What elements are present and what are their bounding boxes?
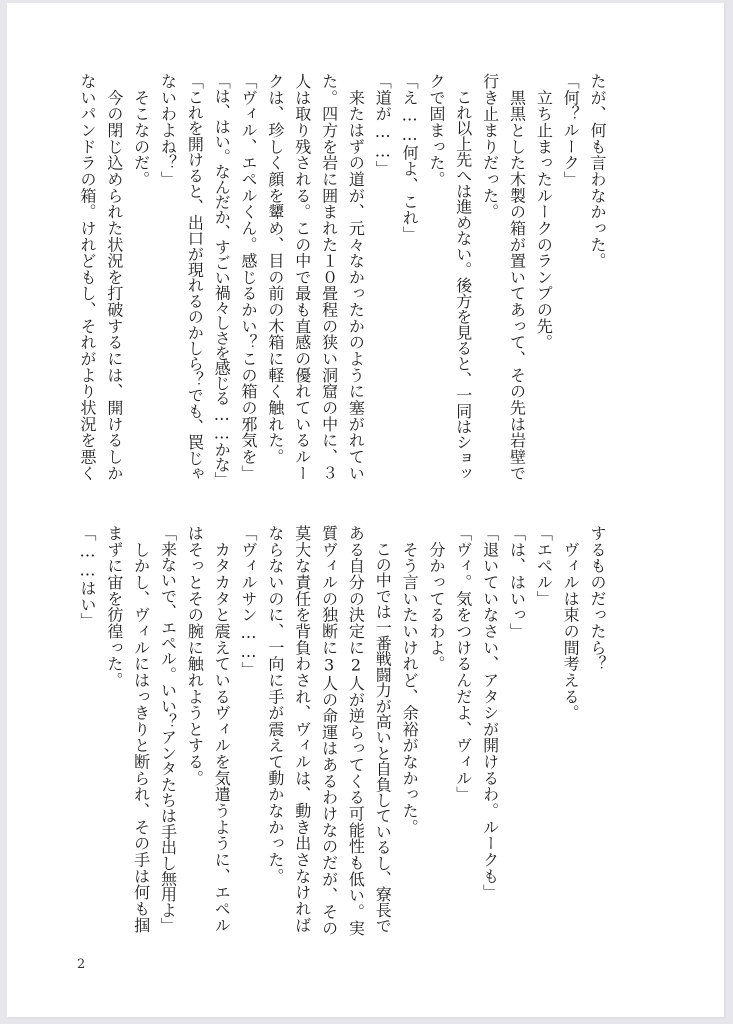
text-column: 「これを開けると、出口が現れるのかしら？でも、罠じゃ — [185, 73, 205, 482]
text-column: しかし、ヴィルにはっきりと断られ、その手は何も掴 — [131, 525, 151, 933]
text-column: まずに宙を彷徨った。 — [104, 525, 124, 689]
text-column: 「ヴィルサン……」 — [239, 525, 259, 678]
text-column: ないパンドラの箱。けれどもし、それがより状況を悪く — [77, 73, 97, 481]
text-column: 行き止まりだった。 — [480, 73, 500, 220]
document-page — [7, 3, 724, 1017]
upper-text-block — [73, 73, 610, 493]
text-column: ある自分の決定に2人が逆らってくる可能性も低い。実 — [346, 525, 366, 936]
text-column: ないわよね？」 — [158, 73, 178, 188]
text-column: 来たはずの道が、元々なかったかのように塞がれてい — [346, 73, 366, 481]
text-column: そこなのだ。 — [131, 73, 151, 188]
text-column: た。四方を岩に囲まれた１０畳程の狭い洞窟の中に、３ — [319, 73, 339, 481]
text-column: これ以上先へは進めない。後方を見ると、一同はショッ — [453, 73, 473, 482]
text-column: 「え……何よ、これ」 — [400, 73, 420, 243]
text-column: 「退いていなさい、アタシが開けるわ。ルークも」 — [480, 525, 500, 901]
text-column: 「ヴィル、エペルくん。感じるかい？この箱の邪気を」 — [239, 73, 259, 481]
text-column: 「は、はい。なんだか、すごい禍々しさを感じる……かな」 — [212, 73, 232, 487]
page-number: 2 — [77, 957, 86, 972]
text-column: 分かってるわよ。 — [426, 525, 446, 672]
text-column: 莫大な責任を背負わされ、ヴィルは、動き出さなければ — [292, 525, 312, 933]
text-column: 「は、はいっ」 — [507, 525, 527, 640]
text-column: 「何？ルーク」 — [561, 73, 581, 188]
text-column: クで固まった。 — [426, 73, 446, 188]
text-column: カタカタと震えているヴィルを気遣うように、エペル — [212, 525, 232, 933]
text-column: たが、何も言わなかった。 — [588, 73, 607, 269]
text-column: 質ヴィルの独断に3人の命運はあるわけなのだが、その — [319, 525, 339, 936]
text-column: この中では一番戦闘力が高いと自負しているし、寮長で — [373, 525, 393, 934]
text-column: 「エペル」 — [534, 525, 554, 607]
text-column: 今の閉じ込められた状況を打破するには、開けるしか — [104, 73, 124, 481]
text-column: ならないのに、一向に手が震えて動かなかった。 — [265, 525, 285, 885]
text-column: するものだったら？ — [588, 525, 607, 672]
text-column: 立ち止まったルークのランプの先。 — [534, 73, 554, 351]
lower-text-block — [73, 525, 610, 945]
text-column: 「……はい」 — [77, 525, 97, 629]
text-column: 「来ないで、エペル。いい？アンタたちは手出し無用よ」 — [158, 525, 178, 934]
text-column: クは、珍しく顔を顰め、目の前の木箱に軽く触れた。 — [265, 73, 285, 465]
text-column: 「道が……」 — [373, 73, 393, 177]
text-column: そう言いたいけれど、余裕がなかった。 — [400, 525, 420, 836]
text-column: 人は取り残される。この中で最も直感の優れているルー — [292, 73, 312, 481]
text-column: ヴィルは束の間考える。 — [561, 525, 581, 721]
text-column: 黒黒とした木製の箱が置いてあって、その先は岩壁で — [507, 73, 527, 481]
text-column: はそっとその腕に触れようとする。 — [185, 525, 205, 787]
text-column: 「ヴィ。気をつけるんだよ、ヴィル」 — [453, 525, 473, 803]
